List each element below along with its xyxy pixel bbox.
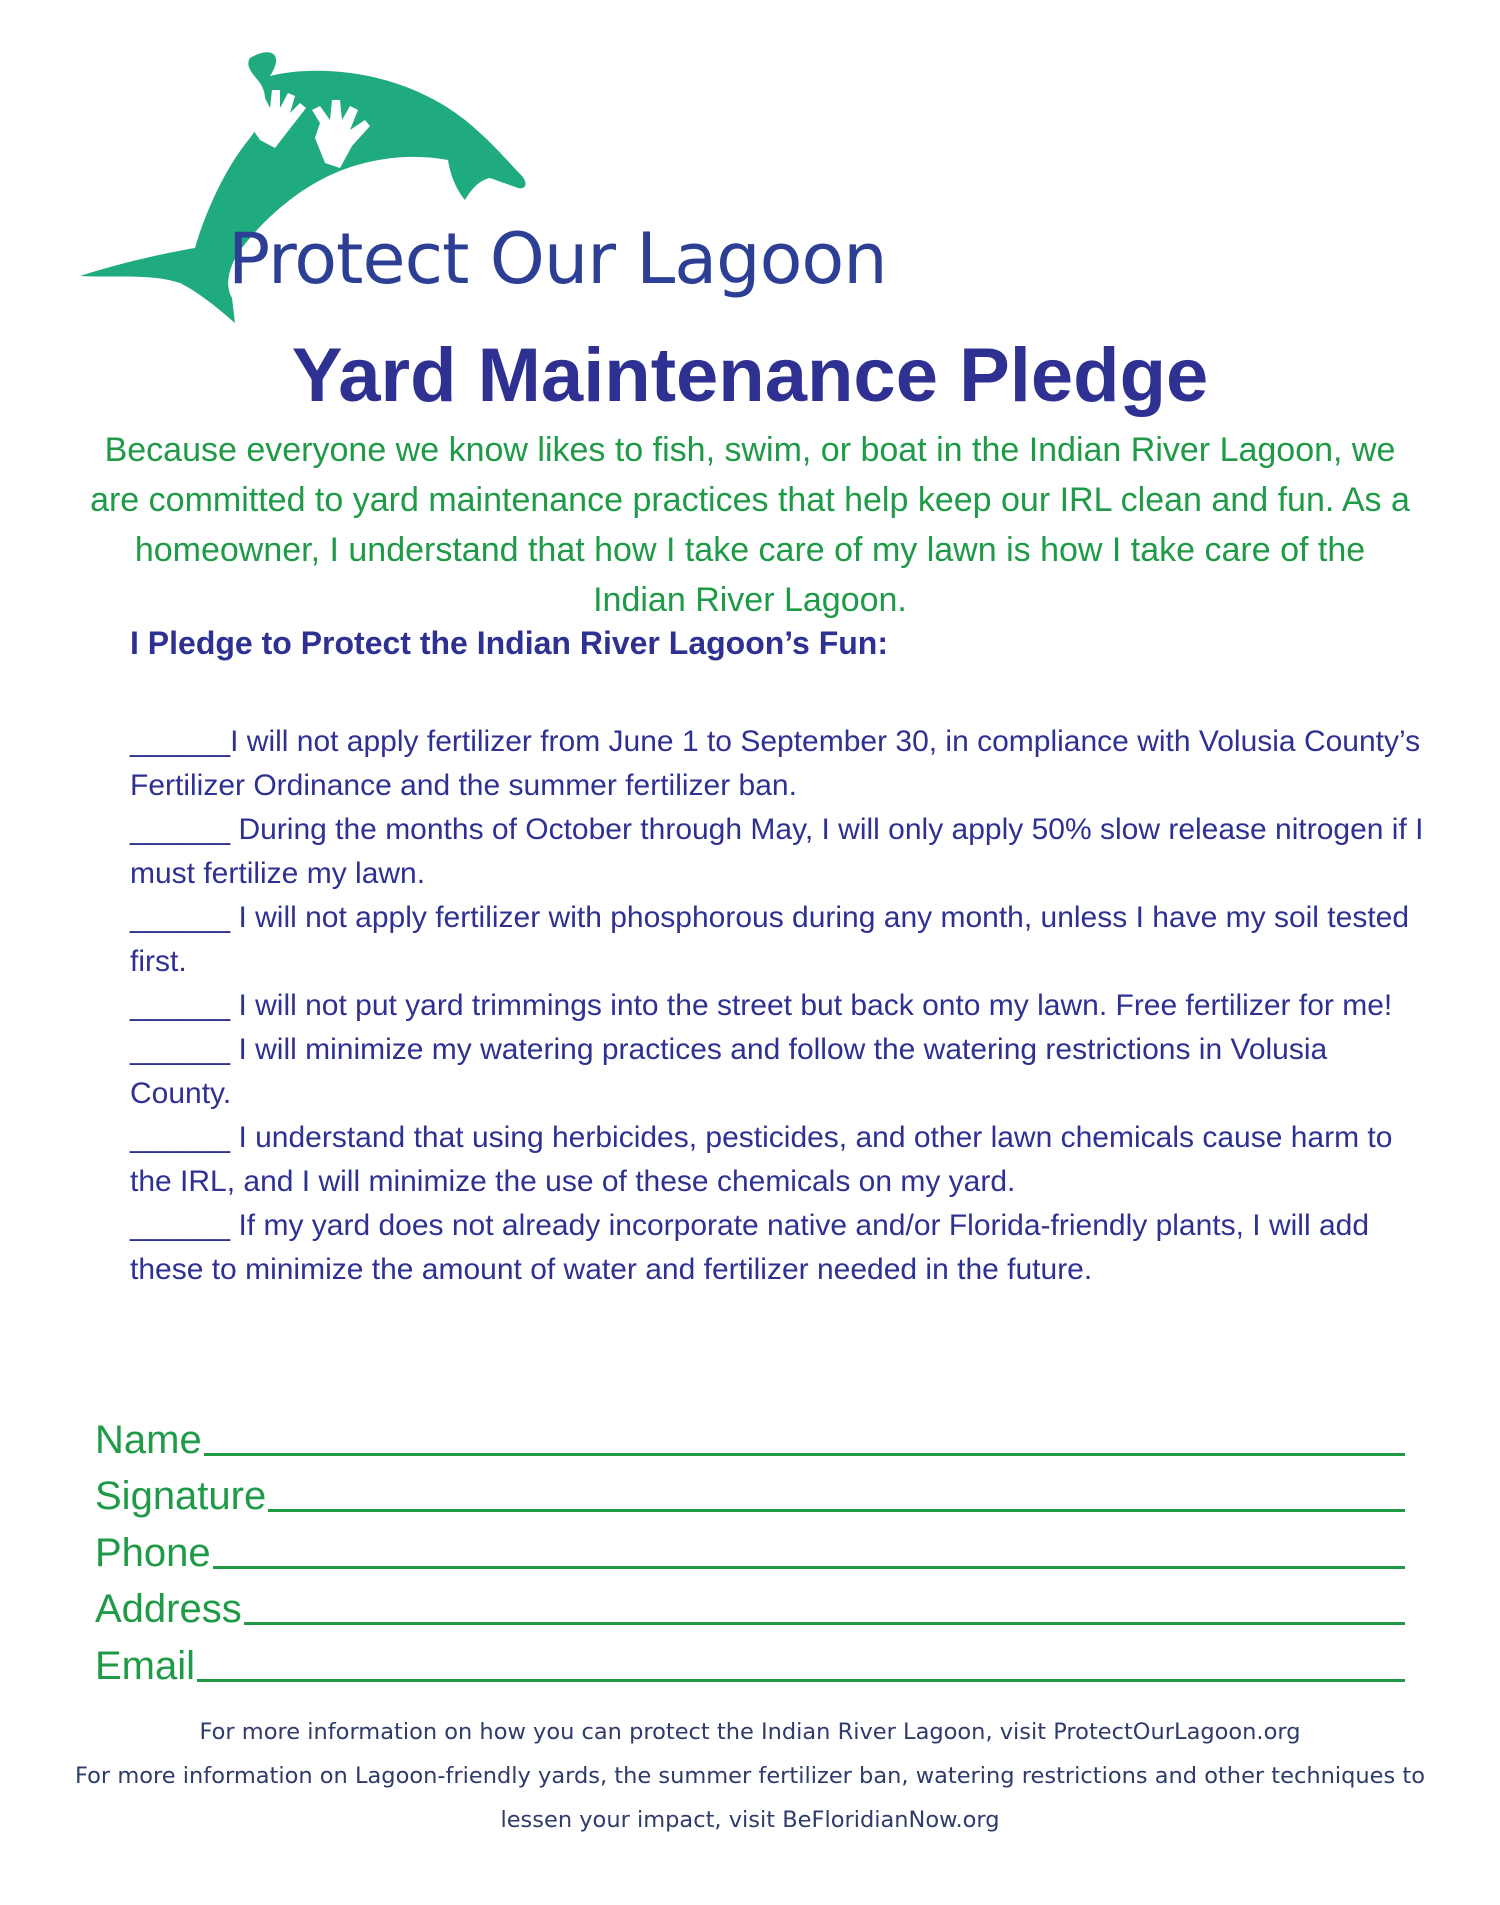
phone-line[interactable] [213,1566,1405,1569]
footer-line-1: For more information on how you can protect the Indian River Lagoon, visit ProtectOurLagoon.org [199,1719,1301,1745]
phone-label: Phone [95,1530,211,1575]
signature-label: Signature [95,1474,267,1518]
address-label: Address [95,1587,242,1631]
pledge-list [130,720,1430,1292]
pledge-item: ______ I understand that using herbicides, pesticides, and other lawn chemicals cause harm to the IRL, and I will minimize the use of these chemicals on my yard. [130,1121,1393,1198]
email-field [95,1631,1405,1688]
intro-paragraph: Because everyone we know likes to fish, swim, or boat in the Indian River Lagoon, we are committed to yard maintenance practices that help keep our IRL clean and fun. As a homeowner, I understand that how I take care of my lawn is how I take care of the Indian River Lagoon. [90,431,1410,619]
page-title: Yard Maintenance Pledge [291,333,1209,418]
footer-line-3: lessen your impact, visit BeFloridianNow.org [500,1807,1000,1833]
name-field [95,1405,1405,1462]
name-label: Name [95,1417,202,1462]
footer-line-2: For more information on Lagoon-friendly yards, the summer fertilizer ban, watering restrictions and other techniques to [75,1763,1425,1789]
address-line[interactable] [244,1622,1405,1625]
email-line[interactable] [197,1679,1405,1682]
phone-field [95,1518,1405,1575]
pledge-item: ______ If my yard does not already incorporate native and/or Florida-friendly plants, I will add these to minimize the amount of water and fertilizer needed in the future. [130,1209,1370,1286]
address-field [95,1575,1405,1632]
pledge-header: I Pledge to Protect the Indian River Lagoon’s Fun: [130,625,888,661]
footer [0,1710,1500,1842]
protect-our-lagoon-logo [80,48,887,348]
signature-field [95,1462,1405,1519]
pledge-item: ______ I will not put yard trimmings into the street but back onto my lawn. Free fertilizer for me! [130,989,1393,1022]
signup-fields [95,1405,1405,1688]
name-line[interactable] [204,1453,1405,1456]
pledge-item: ______ I will not apply fertilizer with phosphorous during any month, unless I have my soil tested first. [130,901,1410,978]
email-label: Email [95,1643,196,1688]
pledge-item: ______ During the months of October through May, I will only apply 50% slow release nitrogen if I must fertilize my lawn. [130,813,1424,890]
pledge-item: ______ I will minimize my watering practices and follow the watering restrictions in Volusia County. [130,1033,1328,1110]
logo-text: Protect Our Lagoon [228,218,887,300]
pledge-item: ______I will not apply fertilizer from June 1 to September 30, in compliance with Volusia County’s Fertilizer Ordinance and the summer fertilizer ban. [130,725,1421,802]
signature-line[interactable] [268,1509,1405,1512]
